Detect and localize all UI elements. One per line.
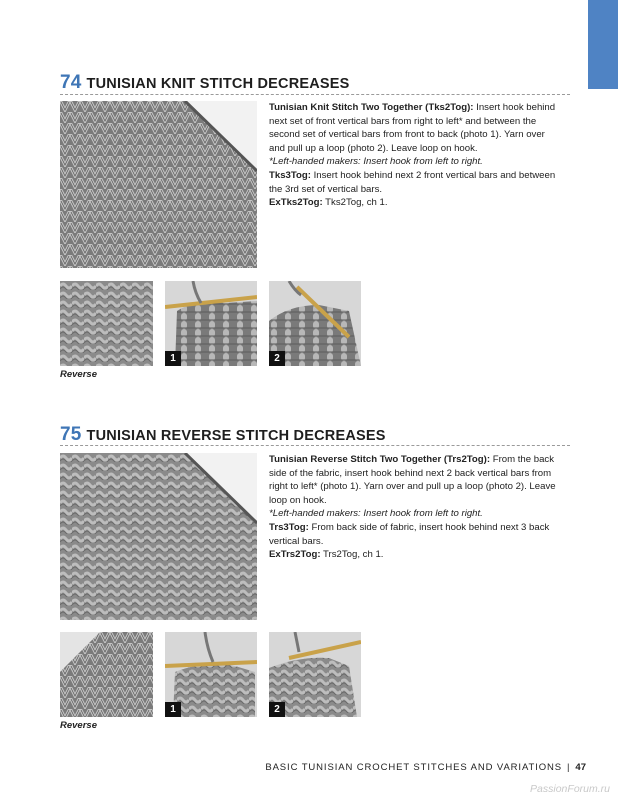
paragraph [269, 169, 559, 196]
running-head: BASIC TUNISIAN CROCHET STITCHES AND VARIATIONS [265, 762, 563, 773]
section-title-74 [60, 72, 350, 94]
paragraph [269, 101, 559, 155]
reverse-photo [60, 632, 153, 717]
section-description [269, 101, 559, 210]
photo-number-badge: 1 [165, 702, 181, 717]
paragraph [269, 548, 559, 562]
photo-caption: Reverse [60, 369, 97, 380]
step-photo-2 [269, 632, 361, 717]
note-text: *Left-handed makers: Insert hook from left to right. [269, 508, 483, 520]
term-label: Tunisian Knit Stitch Two Together (Tks2Tog): [269, 102, 474, 113]
term-label: Tks3Tog: [269, 169, 311, 181]
section-title-text: TUNISIAN KNIT STITCH DECREASES [86, 76, 350, 92]
paragraph [269, 521, 559, 548]
term-text: From the back side of the fabric, insert hook behind next 2 back vertical bars from right to left* (photo 1). Yarn over and pull up a loop (photo 2). Leave loop on hook. [269, 454, 556, 506]
reverse-photo [60, 281, 153, 366]
section-title-75 [60, 424, 386, 446]
chapter-tab [588, 0, 618, 89]
term-text: Insert hook behind next 2 front vertical bars and between the 3rd set of vertical bars. [269, 169, 556, 195]
page-footer [265, 762, 586, 773]
watermark: PassionForum.ru [530, 783, 610, 795]
term-text: Trs2Tog, ch 1. [320, 549, 384, 561]
photo-caption: Reverse [60, 720, 97, 731]
section-title-text: TUNISIAN REVERSE STITCH DECREASES [86, 428, 386, 444]
photo-number-badge: 2 [269, 702, 285, 717]
section-number: 75 [60, 424, 82, 445]
paragraph [269, 453, 559, 507]
term-label: ExTrs2Tog: [269, 549, 321, 561]
note [269, 507, 559, 521]
term-text: Insert hook behind next set of front vertical bars from right to left* and between the second set of vertical bars from front to back (photo 1). Yarn over and pull up a loop (photo 2). Leave loop on hook. [269, 102, 556, 154]
section-divider [60, 445, 570, 446]
main-swatch-photo [60, 101, 257, 268]
section-divider [60, 94, 570, 95]
main-swatch-photo [60, 453, 257, 620]
step-photo-1 [165, 632, 257, 717]
section-description [269, 453, 559, 562]
term-label: ExTks2Tog: [269, 197, 323, 209]
page-number: 47 [575, 762, 586, 773]
note-text: *Left-handed makers: Insert hook from left to right. [269, 156, 483, 168]
footer-separator: | [567, 762, 571, 773]
term-text: Tks2Tog, ch 1. [322, 197, 388, 209]
photo-number-badge: 2 [269, 351, 285, 366]
photo-number-badge: 1 [165, 351, 181, 366]
note [269, 155, 559, 169]
term-label: Tunisian Reverse Stitch Two Together (Trs2Tog): [269, 454, 491, 465]
paragraph [269, 196, 559, 210]
step-photo-2 [269, 281, 361, 366]
section-number: 74 [60, 72, 82, 93]
term-label: Trs3Tog: [269, 521, 309, 533]
step-photo-1 [165, 281, 257, 366]
term-text: From back side of fabric, insert hook behind next 3 back vertical bars. [269, 521, 550, 547]
